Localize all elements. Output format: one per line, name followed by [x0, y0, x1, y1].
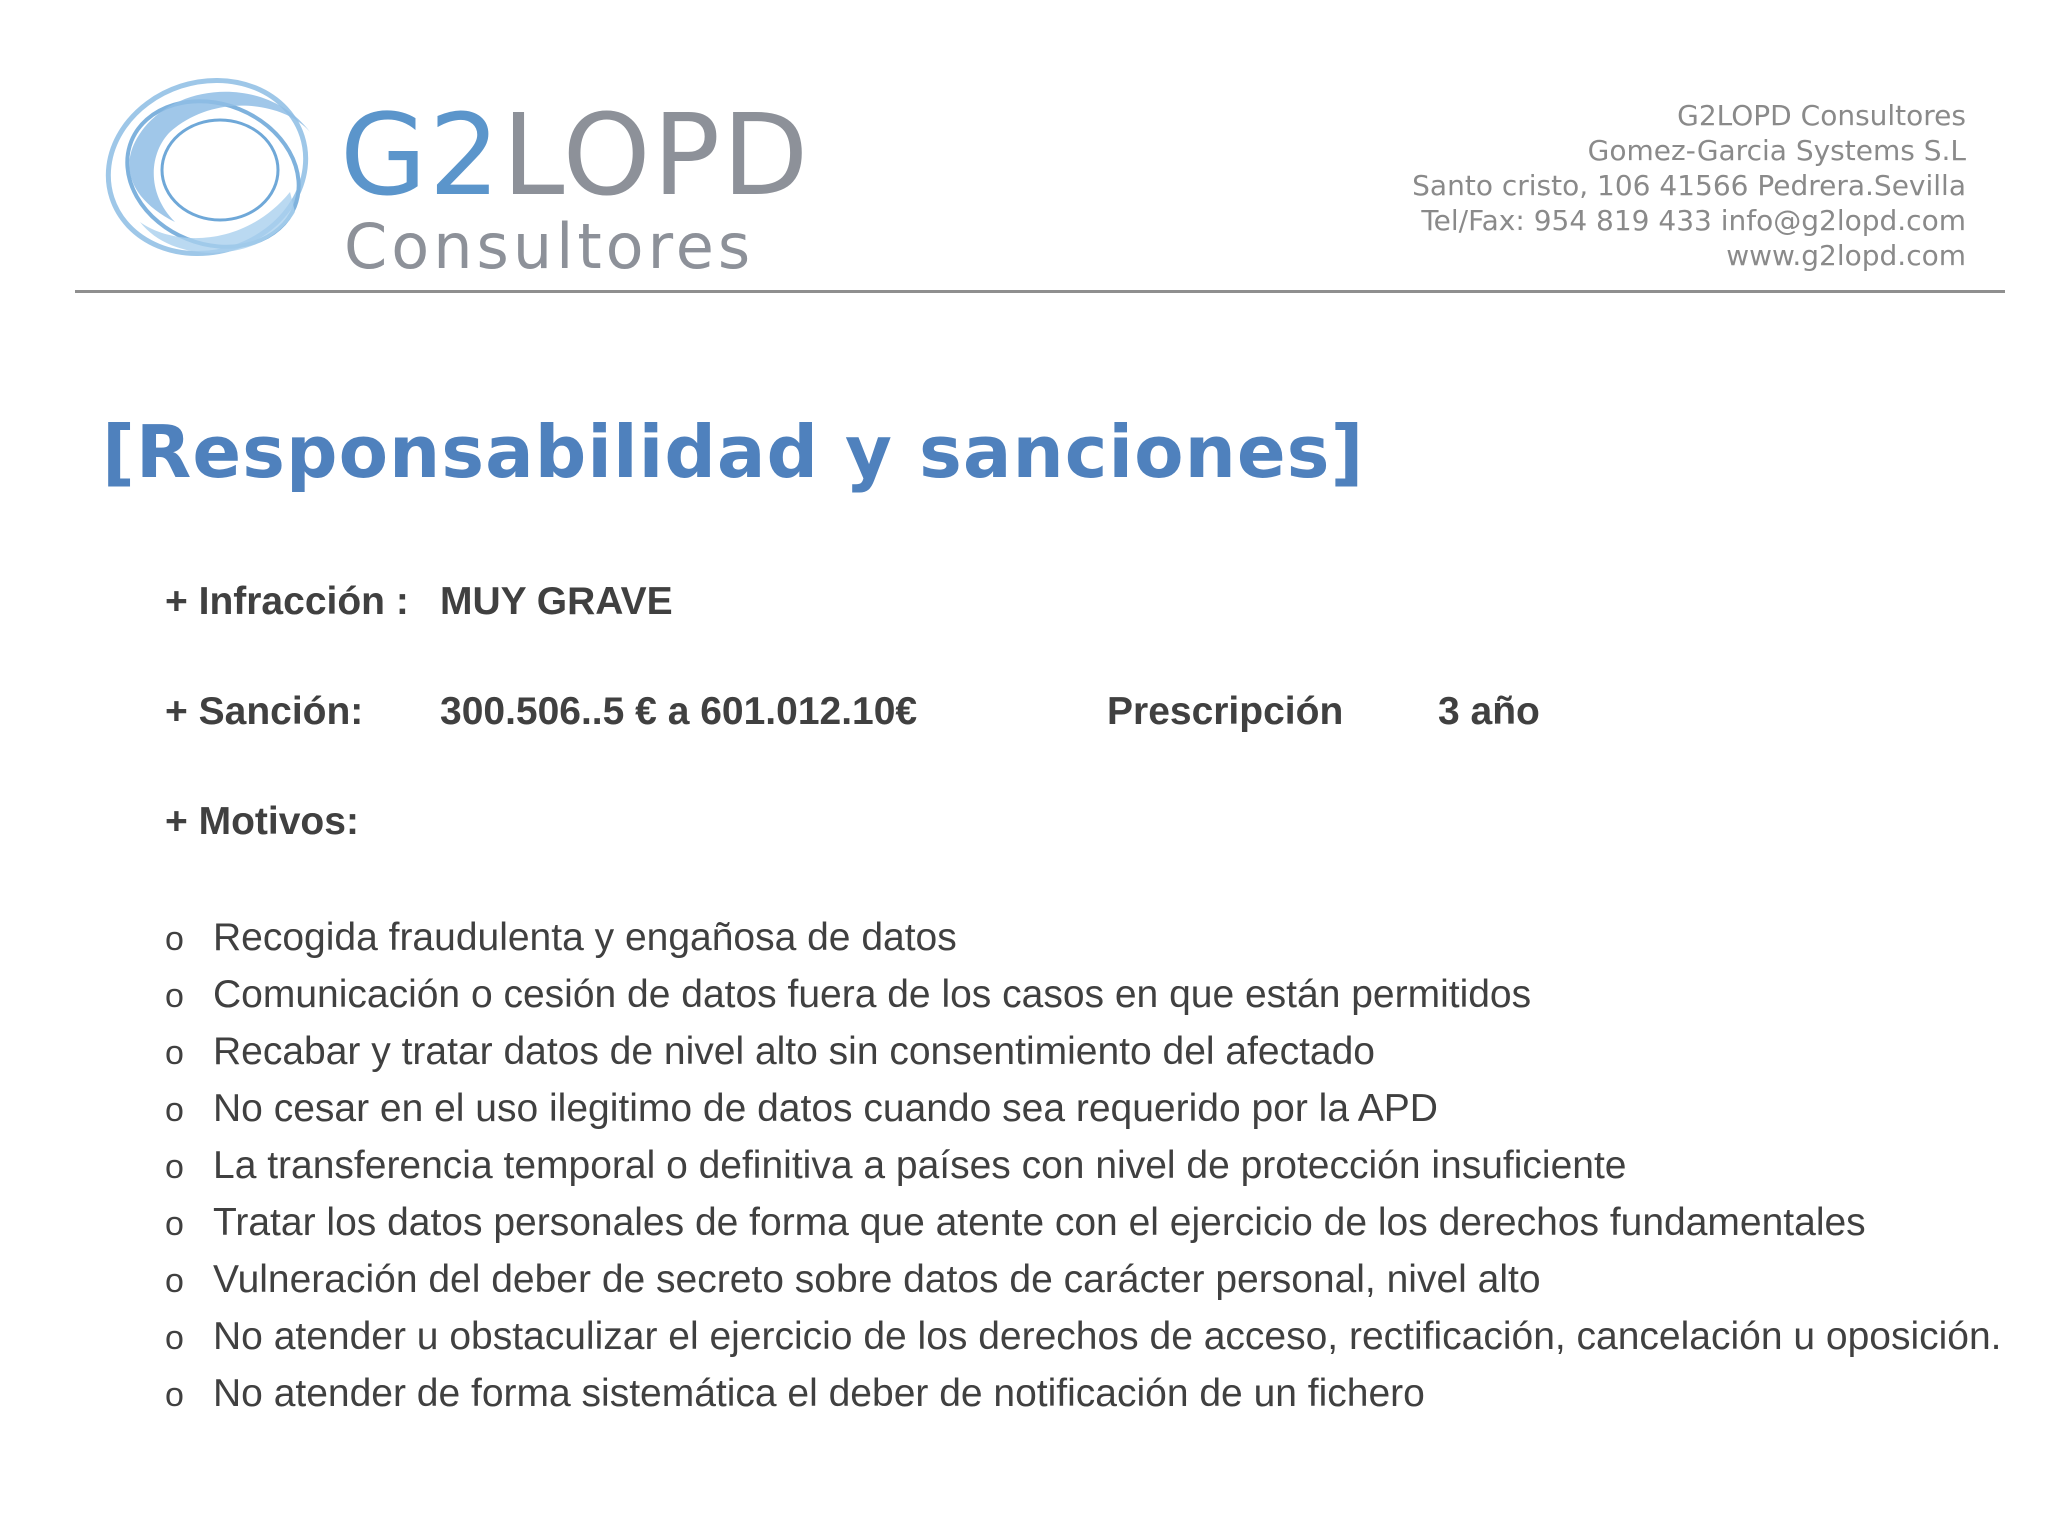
list-item: o No cesar en el uso ilegitimo de datos cuando sea requerido por la APD: [165, 1081, 2035, 1138]
bullet-icon: o: [165, 1262, 184, 1300]
motivos-list: [165, 910, 2035, 1423]
infraccion-value: MUY GRAVE: [440, 580, 673, 623]
bullet-icon: o: [165, 1319, 184, 1357]
logo-swirl-icon: [95, 62, 335, 282]
bullet-icon: o: [165, 1091, 184, 1129]
company-address: Santo cristo, 106 41566 Pedrera.Sevilla: [1412, 169, 1966, 202]
list-item: o No atender de forma sistemática el deber de notificación de un fichero: [165, 1366, 2035, 1423]
logo-brand-prefix: G2: [340, 91, 503, 221]
company-name: G2LOPD Consultores: [1677, 99, 1966, 132]
motivos-label: + Motivos:: [165, 800, 359, 843]
bullet-icon: o: [165, 920, 184, 958]
sancion-row: [165, 690, 2025, 800]
logo-brand: [340, 91, 811, 221]
list-item: o No atender u obstaculizar el ejercicio de los derechos de acceso, rectificación, cancelación u oposición.: [165, 1309, 2035, 1366]
sanction-summary: [165, 580, 2025, 910]
page-title: [Responsabilidad y sanciones]: [102, 410, 1365, 494]
page-header: [0, 0, 2048, 300]
logo-brand-suffix: LOPD: [502, 91, 811, 221]
bullet-icon: o: [165, 1148, 184, 1186]
list-item: o Vulneración del deber de secreto sobre datos de carácter personal, nivel alto: [165, 1252, 2035, 1309]
list-item: o Tratar los datos personales de forma que atente con el ejercicio de los derechos fundamentales: [165, 1195, 2035, 1252]
sancion-label: + Sanción:: [165, 690, 364, 733]
company-contact-info: [1412, 98, 1966, 273]
infraccion-row: [165, 580, 2025, 690]
prescripcion-label: Prescripción: [1107, 690, 1344, 733]
logo-subtitle: Consultores: [344, 210, 755, 283]
list-item: o Recabar y tratar datos de nivel alto sin consentimiento del afectado: [165, 1024, 2035, 1081]
list-item: o La transferencia temporal o definitiva a países con nivel de protección insuficiente: [165, 1138, 2035, 1195]
company-phone-email: Tel/Fax: 954 819 433 info@g2lopd.com: [1421, 204, 1966, 237]
sancion-value: 300.506..5 € a 601.012.10€: [440, 690, 918, 733]
list-item: o Recogida fraudulenta y engañosa de datos: [165, 910, 2035, 967]
header-divider: [75, 290, 2005, 293]
infraccion-label: + Infracción :: [165, 580, 409, 623]
prescripcion-value: 3 año: [1438, 690, 1540, 733]
logo-wordmark: [340, 91, 811, 283]
company-legal-name: Gomez-Garcia Systems S.L: [1587, 134, 1966, 167]
bullet-icon: o: [165, 1205, 184, 1243]
company-logo: [95, 62, 815, 282]
bullet-icon: o: [165, 977, 184, 1015]
list-item: o Comunicación o cesión de datos fuera de los casos en que están permitidos: [165, 967, 2035, 1024]
company-website: www.g2lopd.com: [1726, 239, 1966, 272]
bullet-icon: o: [165, 1376, 184, 1414]
bullet-icon: o: [165, 1034, 184, 1072]
motivos-row: [165, 800, 2025, 910]
